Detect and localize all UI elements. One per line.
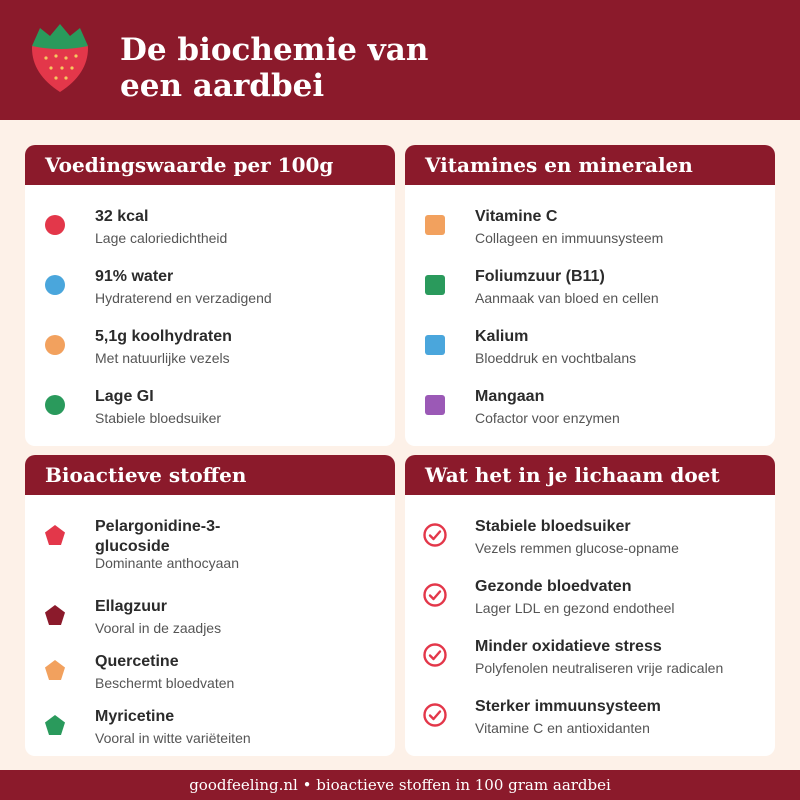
item-subtitle: Vooral in de zaadjes <box>95 620 222 636</box>
item-subtitle: Met natuurlijke vezels <box>95 350 230 366</box>
check-circle-icon <box>423 643 447 667</box>
card-bioactieve <box>25 455 395 756</box>
item-subtitle: Dominante anthocyaan <box>95 555 239 571</box>
square-icon <box>425 335 445 355</box>
circle-icon <box>45 395 65 415</box>
item-subtitle: Polyfenolen neutraliseren vrije radicalen <box>475 660 724 676</box>
item-title: Myricetine <box>95 708 175 725</box>
item-title: Mangaan <box>475 388 545 405</box>
strawberry-icon <box>26 22 94 94</box>
item-subtitle: Lager LDL en gezond endotheel <box>475 600 675 616</box>
card-lichaam <box>405 455 775 756</box>
card-vitamines <box>405 145 775 446</box>
item-subtitle: Hydraterend en verzadigend <box>95 290 272 306</box>
title-line-1: De biochemie van <box>120 32 429 68</box>
item-subtitle: Aanmaak van bloed en cellen <box>475 290 659 306</box>
check-circle-icon <box>423 703 447 727</box>
square-icon <box>425 395 445 415</box>
item-subtitle: Collageen en immuunsysteem <box>475 230 664 246</box>
square-icon <box>425 275 445 295</box>
check-circle-icon <box>423 583 447 607</box>
circle-icon <box>45 215 65 235</box>
card-title: Wat het in je lichaam doet <box>405 455 775 495</box>
item-title: Ellagzuur <box>95 598 168 615</box>
item-title: Stabiele bloedsuiker <box>475 518 631 535</box>
card-title: Voedingswaarde per 100g <box>25 145 395 185</box>
pentagon-icon <box>45 715 65 735</box>
item-subtitle: Vitamine C en antioxidanten <box>475 720 650 736</box>
item-subtitle: Cofactor voor enzymen <box>475 410 620 426</box>
pentagon-icon <box>45 660 65 680</box>
item-subtitle: Bloeddruk en vochtbalans <box>475 350 637 366</box>
card-title: Bioactieve stoffen <box>25 455 395 495</box>
item-title: Pelargonidine-3-glucoside <box>95 518 221 555</box>
item-title: Lage GI <box>95 388 154 405</box>
circle-icon <box>45 335 65 355</box>
item-title: Gezonde bloedvaten <box>475 578 632 595</box>
item-subtitle: Beschermt bloedvaten <box>95 675 235 691</box>
title-line-2: een aardbei <box>120 68 325 104</box>
item-title: Minder oxidatieve stress <box>475 638 662 655</box>
item-title: Vitamine C <box>475 208 558 225</box>
page-title <box>120 32 720 104</box>
item-title: 5,1g koolhydraten <box>95 328 232 345</box>
check-circle-icon <box>423 523 447 547</box>
card-voedingswaarde <box>25 145 395 446</box>
item-subtitle: Vooral in witte variëteiten <box>95 730 251 746</box>
footer: goodfeeling.nl • bioactieve stoffen in 100 gram aardbei <box>0 770 800 800</box>
item-title: Sterker immuunsysteem <box>475 698 661 715</box>
item-subtitle: Vezels remmen glucose-opname <box>475 540 679 556</box>
card-title: Vitamines en mineralen <box>405 145 775 185</box>
header <box>0 0 800 120</box>
item-title: Foliumzuur (B11) <box>475 268 605 285</box>
pentagon-icon <box>45 605 65 625</box>
square-icon <box>425 215 445 235</box>
item-title: Quercetine <box>95 653 179 670</box>
pentagon-icon <box>45 525 65 545</box>
circle-icon <box>45 275 65 295</box>
item-subtitle: Stabiele bloedsuiker <box>95 410 222 426</box>
item-title: 32 kcal <box>95 208 149 225</box>
item-title: Kalium <box>475 328 529 345</box>
item-title: 91% water <box>95 268 174 285</box>
item-subtitle: Lage caloriedichtheid <box>95 230 228 246</box>
